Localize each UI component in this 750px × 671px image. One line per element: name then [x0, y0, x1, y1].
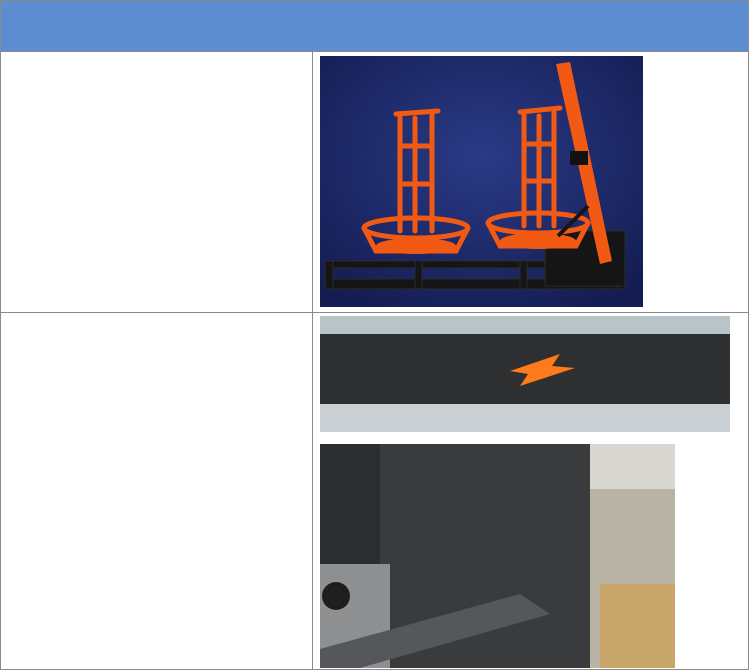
rollers-illustration-top — [320, 316, 730, 432]
rollers-description — [11, 317, 306, 339]
column-divider — [312, 51, 313, 670]
payoff-illustration — [320, 56, 643, 307]
payoff-description — [11, 56, 306, 78]
gears-photo — [320, 444, 675, 668]
payoff-photo — [320, 56, 643, 307]
rollers-photo-top — [320, 316, 730, 432]
gears-illustration — [320, 444, 675, 668]
table-header — [1, 1, 748, 52]
row-divider — [1, 312, 748, 313]
